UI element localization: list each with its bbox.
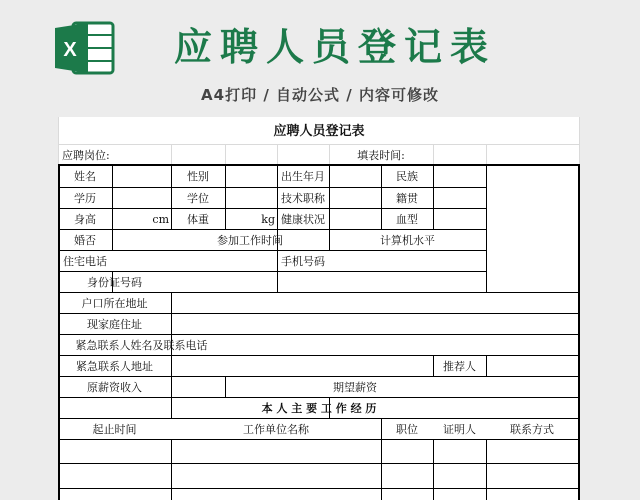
spreadsheet-form xyxy=(58,117,580,500)
history-header-period: 起止时间 xyxy=(92,422,137,436)
input-health[interactable] xyxy=(330,209,381,229)
label-emergency-address: 紧急联系人地址 xyxy=(76,359,153,373)
history-row-cell[interactable] xyxy=(487,440,578,463)
input-hukou[interactable] xyxy=(172,293,578,313)
input-tech-title[interactable] xyxy=(330,188,381,208)
history-header-witness: 证明人 xyxy=(443,422,476,436)
history-header-contact: 联系方式 xyxy=(510,422,554,436)
label-health: 健康状况 xyxy=(281,212,325,226)
banner-title: 应聘人员登记表 xyxy=(173,25,496,69)
label-marital: 婚否 xyxy=(74,233,96,247)
table-border xyxy=(578,164,580,500)
label-previous-salary: 原薪资收入 xyxy=(87,380,142,394)
input-home-phone[interactable] xyxy=(113,251,277,271)
input-emergency-address[interactable] xyxy=(172,356,433,376)
input-current-address[interactable] xyxy=(172,314,578,334)
work-history-title: 本 人 主 要 工 作 经 历 xyxy=(261,401,377,415)
excel-icon xyxy=(53,20,115,76)
input-emergency-contact[interactable] xyxy=(226,335,578,355)
label-referrer: 推荐人 xyxy=(443,359,476,373)
label-gender: 性别 xyxy=(187,170,209,183)
input-native-place[interactable] xyxy=(434,188,486,208)
banner xyxy=(0,0,640,112)
history-row-cell[interactable] xyxy=(60,464,171,488)
label-computer-level: 计算机水平 xyxy=(380,233,435,247)
label-current-address: 现家庭住址 xyxy=(87,317,142,331)
height-unit[interactable]: cm xyxy=(152,212,169,226)
history-row-cell[interactable] xyxy=(434,440,486,463)
input-mobile[interactable] xyxy=(330,251,486,271)
form-title: 应聘人员登记表 xyxy=(273,123,365,139)
label-home-phone: 住宅电话 xyxy=(63,254,107,268)
fill-time-label: 填表时间: xyxy=(357,148,405,162)
gridline xyxy=(171,145,172,165)
input-marital[interactable] xyxy=(113,230,171,250)
label-expected-salary: 期望薪资 xyxy=(333,380,377,394)
input-id-number[interactable] xyxy=(172,272,486,292)
photo-cell[interactable] xyxy=(487,166,578,292)
banner-subtitle: A4打印 / 自动公式 / 内容可修改 xyxy=(201,86,439,104)
label-native-place: 籍贯 xyxy=(396,191,418,205)
input-ethnicity[interactable] xyxy=(434,166,486,187)
weight-unit[interactable]: kg xyxy=(261,212,275,226)
svg-text:X: X xyxy=(63,39,77,61)
label-ethnicity: 民族 xyxy=(396,170,418,183)
label-emergency-contact: 紧急联系人姓名及联系电话 xyxy=(75,338,208,352)
input-name[interactable] xyxy=(113,166,171,187)
label-tech-title: 技术职称 xyxy=(281,191,325,205)
input-birth[interactable] xyxy=(330,166,381,187)
input-referrer[interactable] xyxy=(487,356,578,376)
label-blood-type: 血型 xyxy=(396,212,418,226)
history-row-cell[interactable] xyxy=(434,464,486,488)
input-education[interactable] xyxy=(113,188,171,208)
label-education: 学历 xyxy=(74,191,96,205)
input-blood-type[interactable] xyxy=(434,209,486,229)
label-degree: 学位 xyxy=(187,191,209,205)
history-row-cell[interactable] xyxy=(382,440,433,463)
history-row-cell[interactable] xyxy=(60,440,171,463)
label-height: 身高 xyxy=(74,212,96,226)
history-row-cell[interactable] xyxy=(172,440,381,463)
gridline xyxy=(277,145,278,165)
history-row-cell[interactable] xyxy=(382,464,433,488)
label-birth: 出生年月 xyxy=(281,170,325,183)
history-row-cell[interactable] xyxy=(172,464,381,488)
label-name: 姓名 xyxy=(74,170,96,183)
label-weight: 体重 xyxy=(187,212,209,226)
history-header-employer: 工作单位名称 xyxy=(243,422,309,436)
input-gender[interactable] xyxy=(226,166,277,187)
history-header-position: 职位 xyxy=(396,422,418,436)
history-row-cell[interactable] xyxy=(487,464,578,488)
input-expected-salary[interactable] xyxy=(382,377,578,397)
label-mobile: 手机号码 xyxy=(281,254,325,268)
row-line xyxy=(58,488,580,489)
input-previous-salary[interactable] xyxy=(172,377,329,397)
input-degree[interactable] xyxy=(226,188,277,208)
label-hukou: 户口所在地址 xyxy=(81,296,148,310)
gridline xyxy=(225,145,226,165)
gridline xyxy=(433,145,434,165)
position-label: 应聘岗位: xyxy=(62,148,110,162)
label-work-start: 参加工作时间 xyxy=(217,233,283,247)
gridline xyxy=(486,145,487,165)
label-id-number: 身份证号码 xyxy=(87,275,142,289)
